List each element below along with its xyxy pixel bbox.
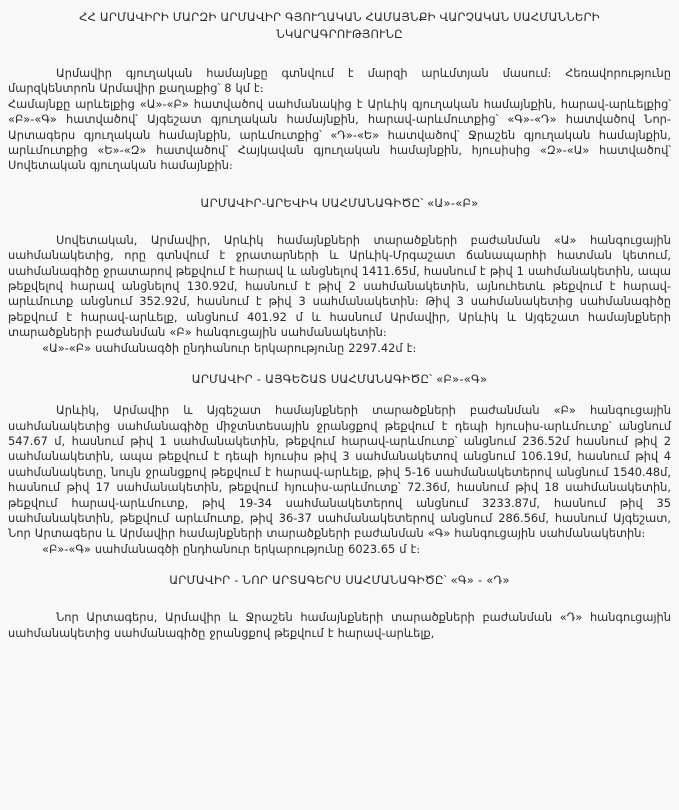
- section-body-armavir-aygeshat: Արևիկ, Արմավիր և Այգեշատ համայնքների տարածքների բաժանման «Բ» հանգուցային սահմանակետից սահմանագիծը միջտնտեսային ջրանցքով թեքվում է դեպի հյուսիս-արևմուտք՝ անցնում 547.67 մ, հասնում թիվ 1 սահմանակետին, թեքվում հարավ-արևմուտք՝ անցնում 236.52մ հասնում թիվ 2 սահմանակետին, ապա թեքվում է դեպի հյուսիս թիվ 3 սահմանակետով անցնում 106.19մ, հասնում թիվ 4 սահմանակետը, նույն ջրանցքով թեքվում է հարավ-արևելք, թիվ 5-16 սահմանակետերով անցնում 1540.48մ, հասնում թիվ 17 սահմանակետին, թեքվում հյուսիս-արևմուտք՝ 72.36մ, հասնում թիվ 18 սահմանակետին, թեքվում հարավ-արևմուտք, թիվ 19-34 սահմանակետերով անցնում 3233.87մ, հասնում թիվ 35 սահմանակետին, թեքվում արևմուտք, թիվ 36-37 սահմանակետերով անցնում 286.56մ, հասնում Այգեշատ, Նոր Արտագերս և Արմավիր համայնքների տարածքների բաժանման «Գ» հանգուցային սահմանակետին։: [8, 403, 671, 541]
- spacer: [8, 388, 671, 403]
- spacer: [8, 45, 671, 66]
- spacer: [8, 589, 671, 610]
- section-heading-armavir-aygeshat: ԱՐՄԱՎԻՐ - ԱՅԳԵՇԱՏ ՍԱՀՄԱՆԱԳԻԾԸ՝ «Բ»-«Գ»: [191, 372, 488, 387]
- intro-paragraph-2: Համայնքը արևելքից «Ա»-«Բ» հատվածով սահմանակից է Արևիկ գյուղական համայնքին, հարավ-արևելքից՝ «Բ»-«Գ» հատվածով՝ Այգեշատ գյուղական համայնքին, հարավ-արևմուտքից՝ «Գ»-«Դ» հատվածով Նոր-Արտագերս գյուղական համայնքին, արևմուտքից՝ «Դ»-«Ե» հատվածով՝ Ջրաշեն գյուղական համայնքին, արևմուտքից «Ե»-«Զ» հատվածով՝ Հայկավան գյուղական համայնքին, հյուսիսից «Զ»-«Ա» հատվածով՝ Սովետական գյուղական համայնքին։: [8, 96, 671, 173]
- spacer: [8, 356, 671, 371]
- section-body-armavir-arevik: Սովետական, Արմավիր, Արևիկ համայնքների տարածքների բաժանման «Ա» հանգուցային սահմանակետից, որը գտնվում է ջրատարների և Արևիկ-Մրգաշատ ճանապարհի հատման կետում, սահմանագիծը ջրատարով թեքվում է հարավ և անցնելով 1411.65մ, հասնում է թիվ 1 սահմանակետին, ապա թեքվելով հարավ անցնելով 130.92մ, հասնում է թիվ 2 սահմանակետին, այնուհետև թեքվում է հարավ-արևմուտք անցնում 352.92մ, հասնում է թիվ 3 սահմանակետին։ Թիվ 3 սահմանակետից սահմանագիծը թեքվում է հարավ-արևելք, անցնում 401.92 մ և հասնում Արմավիր, Արևիկ և Այգեշատ համայնքների տարածքների բաժանման «Բ» հանգուցային սահմանակետին։: [8, 232, 672, 340]
- section-summary-armavir-aygeshat: «Բ»-«Գ» սահմանագծի ընդհանուր երկարությունը 6023.65 մ է։: [42, 541, 421, 556]
- section-body-armavir-nor-artagers: Նոր Արտագերս, Արմավիր և Ջրաշեն համայնքների տարածքների բաժանման «Դ» հանգուցային սահմանակետից սահմանագիծը ջրանցքով թեքվում է հարավ-արևելք,: [8, 610, 671, 640]
- spacer: [8, 557, 671, 572]
- intro-paragraph-1: Արմավիր գյուղական համայնքը գտնվում է մարզի արևմտյան մասում։ Հեռավորությունը մարզկենտրոն Արմավիր քաղաքից՝ 8 կմ է։: [8, 66, 671, 96]
- section-heading-armavir-nor-artagers: ԱՐՄԱՎԻՐ - ՆՈՐ ԱՐՏԱԳԵՐՍ ՍԱՀՄԱՆԱԳԻԾԸ՝ «Գ» - «Դ»: [169, 573, 510, 588]
- page-title: ՀՀ ԱՐՄԱՎԻՐԻ ՄԱՐԶԻ ԱՐՄԱՎԻՐ ԳՅՈՒՂԱԿԱՆ ՀԱՄԱՅՆՔԻ ՎԱՐՉԱԿԱՆ ՍԱՀՄԱՆՆԵՐԻ ՆԿԱՐԱԳՐՈՒԹՅՈՒՆԸ: [79, 10, 600, 41]
- section-heading-armavir-arevik: ԱՐՄԱՎԻՐ-ԱՐԵՎԻԿ ՍԱՀՄԱՆԱԳԻԾԸ՝ «Ա»-«Բ»: [200, 195, 479, 210]
- spacer: [8, 212, 671, 233]
- spacer: [8, 174, 671, 195]
- section-summary-armavir-arevik: «Ա»-«Բ» սահմանագծի ընդհանուր երկարությունը 2297.42մ է։: [42, 340, 417, 355]
